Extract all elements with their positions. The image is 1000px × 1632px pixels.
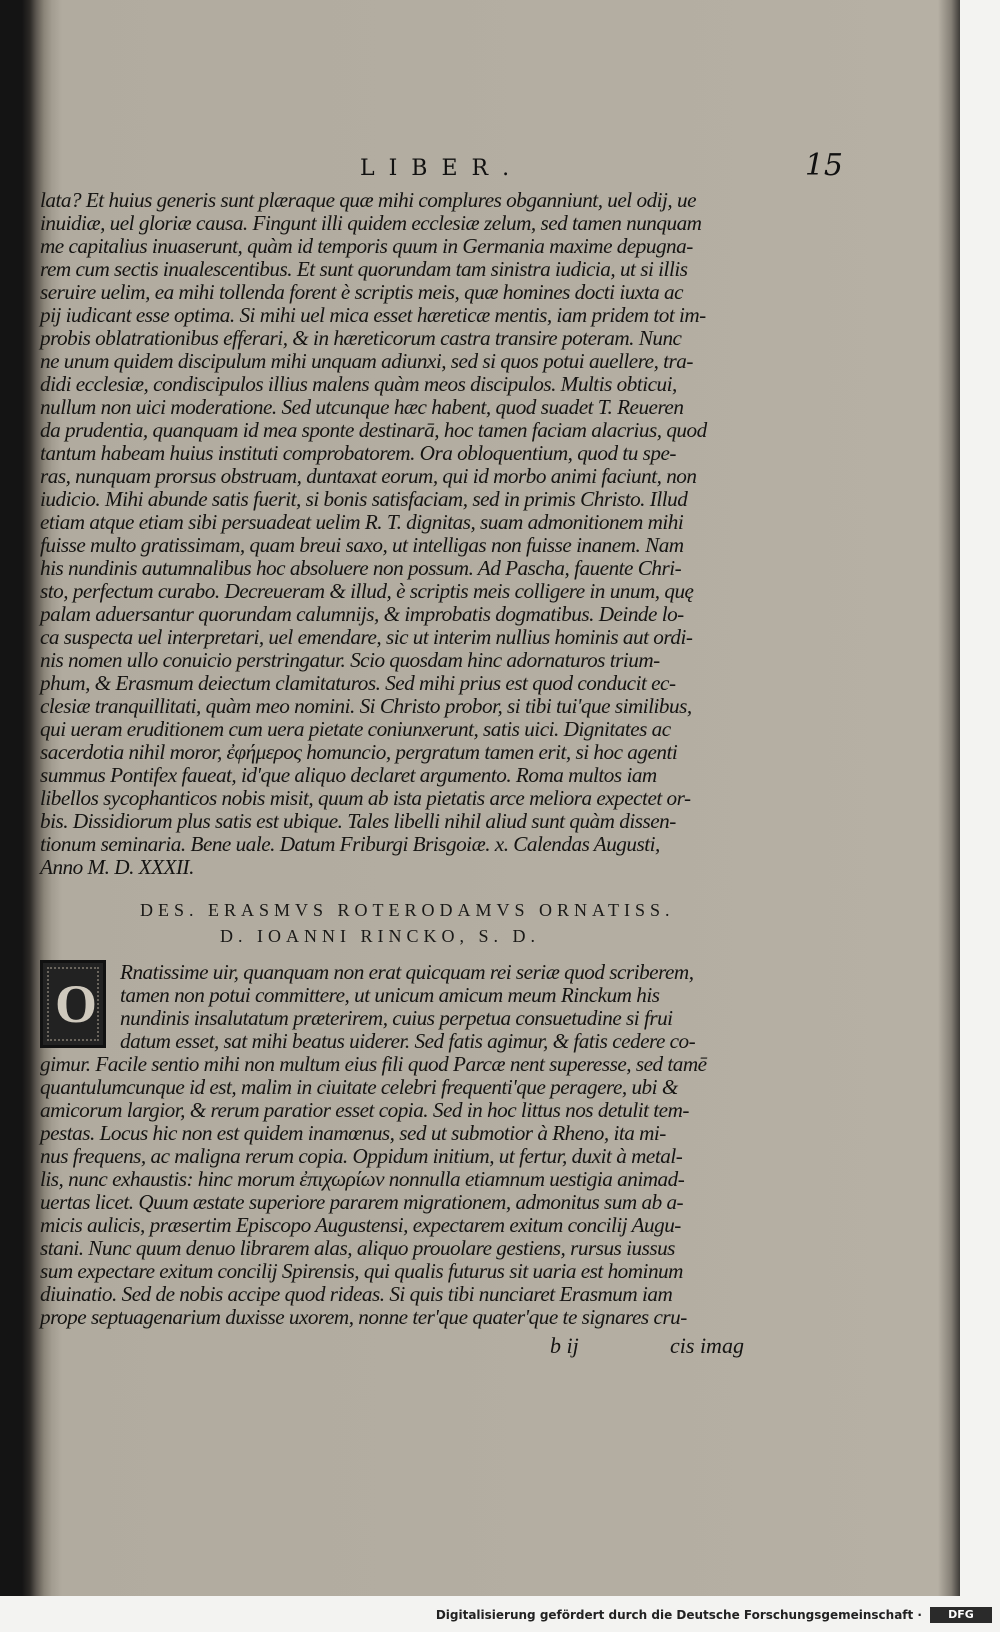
letter-heading: DES. ERASMVS ROTERODAMVS ORNATISS. xyxy=(140,900,675,920)
body-line: palam aduersantur quorundam calumnijs, & improbatis dogmatibus. Deinde lo- xyxy=(40,602,684,626)
page-number: 15 xyxy=(804,148,843,183)
body-line: ca suspecta uel interpretari, uel emendare, sic ut interim nullius hominis aut ordi- xyxy=(40,625,693,649)
body-line: inuidiæ, uel gloriæ causa. Fingunt illi quidem ecclesiæ zelum, sed tamen nunquam xyxy=(40,211,702,235)
body-line: iudicio. Mihi abunde satis fuerit, si bonis satisfaciam, sed in primis Christo. Illud xyxy=(40,487,688,511)
decorated-initial xyxy=(40,960,106,1048)
letter-line: lis, nunc exhaustis: hinc morum ἐπιχωρίων nonnulla etiamnum uestigia animad- xyxy=(40,1167,685,1191)
body-line: etiam atque etiam sibi persuadeat uelim R. T. dignitas, suam admonitionem mihi xyxy=(40,510,684,534)
digitization-footer xyxy=(0,1604,1000,1628)
body-line: tionum seminaria. Bene uale. Datum Friburgi Brisgoiæ. x. Calendas Augusti, xyxy=(40,832,660,856)
letter-line: quantulumcunque id est, malim in ciuitate celebri frequenti'que peragere, ubi & xyxy=(40,1075,678,1099)
letter-line: diuinatio. Sed de nobis accipe quod rideas. Si quis tibi nunciaret Erasmum iam xyxy=(40,1282,673,1306)
body-line: his nundinis autumnalibus hoc absoluere non possum. Ad Pascha, fauente Chri- xyxy=(40,556,682,580)
body-line: bis. Dissidiorum plus satis est ubique. Tales libelli nihil aliud sunt quàm dissen- xyxy=(40,809,676,833)
body-line: Anno M. D. XXXII. xyxy=(40,855,194,879)
body-line: ne unum quidem discipulum mihi unquam adiunxi, sed si quos potui auellere, tra- xyxy=(40,349,693,373)
body-line: probis oblatrationibus efferari, & in hæreticorum castra transire poteram. Nunc xyxy=(40,326,682,350)
initial-letter: O xyxy=(55,974,98,1034)
letter-line: Rnatissime uir, quanquam non erat quicquam rei seriæ quod scriberem, xyxy=(120,960,694,984)
body-line: tantum habeam huius instituti comprobatorem. Ora obloquentium, quod tu spe- xyxy=(40,441,676,465)
letter-line: gimur. Facile sentio mihi non multum eius fili quod Parcæ nent superesse, sed tamē xyxy=(40,1052,707,1076)
body-line: nis nomen ullo conuicio perstringatur. Scio quosdam hinc adornaturos trium- xyxy=(40,648,660,672)
body-line: sacerdotia nihil moror, ἐφήμερος homuncio, pergratum tamen erit, si hoc agenti xyxy=(40,740,678,764)
page-header xyxy=(60,148,843,184)
body-line: seruire uelim, ea mihi tollenda forent è scriptis meis, quæ homines docti iuxta ac xyxy=(40,280,683,304)
catchword: cis imag xyxy=(670,1333,744,1358)
letter-line: tamen non potui committere, ut unicum amicum meum Rinckum his xyxy=(120,983,660,1007)
body-line: ras, nunquam prorsus obstruam, duntaxat eorum, qui id morbo animi faciunt, non xyxy=(40,464,697,488)
running-title: LIBER. xyxy=(360,156,524,181)
body-line: didi ecclesiæ, condiscipulos illius malens quàm meos discipulos. Multis obticui, xyxy=(40,372,677,396)
body-line: lata? Et huius generis sunt plæraque quæ mihi complures obganniunt, uel odij, ue xyxy=(40,188,697,212)
letter-heading: D. IOANNI RINCKO, S. D. xyxy=(220,926,540,946)
body-line: libellos sycophanticos nobis misit, quum ab ista pietatis arce meliora expectet or- xyxy=(40,786,691,810)
body-line: sto, perfectum curabo. Decreueram & illud, è scriptis meis colligere in unum, quę xyxy=(40,579,694,603)
letter-line: nundinis insalutatum præterirem, cuius perpetua consuetudine si frui xyxy=(120,1006,673,1030)
body-line: clesiæ tranquillitati, quàm meo nomini. Si Christo probor, si tibi tui'que similibus, xyxy=(40,694,692,718)
dfg-logo: DFG xyxy=(930,1607,992,1623)
letter-line: amicorum largior, & rerum paratior esset copia. Sed in hoc littus nos detulit tem- xyxy=(40,1098,689,1122)
letter-line: datum esset, sat mihi beatus uiderer. Sed fatis agimur, & fatis cedere co- xyxy=(120,1029,696,1053)
letter-line: sum expectare exitum concilij Spirensis, qui qualis futurus sit uaria est hominum xyxy=(40,1259,683,1283)
body-line: nullum non uici moderatione. Sed utcunque hæc habent, quod suadet T. Reueren xyxy=(40,395,684,419)
body-line: qui ueram eruditionem cum uera pietate coniunxerunt, satis uici. Dignitates ac xyxy=(40,717,671,741)
funding-credit: Digitalisierung gefördert durch die Deutsche Forschungsgemeinschaft · xyxy=(435,1608,922,1622)
body-line: summus Pontifex faueat, id'que aliquo declaret argumento. Roma multos iam xyxy=(40,763,657,787)
letter-line: uertas licet. Quum æstate superiore pararem migrationem, admonitus sum ab a- xyxy=(40,1190,684,1214)
letter-line: nus frequens, ac maligna rerum copia. Oppidum initium, ut fertur, duxit à metal- xyxy=(40,1144,683,1168)
body-line: rem cum sectis inualescentibus. Et sunt quorundam tam sinistra iudicia, ut si illis xyxy=(40,257,688,281)
body-line: fuisse multo gratissimam, quam breui saxo, ut intelligas non fuisse inanem. Nam xyxy=(40,533,684,557)
letter-line: pestas. Locus hic non est quidem inamœnus, sed ut submotior à Rheno, ita mi- xyxy=(40,1121,666,1145)
body-line: pij iudicant esse optima. Si mihi uel mica esset hæreticæ mentis, iam pridem tot im- xyxy=(40,303,706,327)
body-line: me capitalius inuaserunt, quàm id temporis quum in Germania maxime depugna- xyxy=(40,234,693,258)
signature-mark: b ij xyxy=(550,1333,579,1358)
letter-line: stani. Nunc quum denuo librarem alas, aliquo prouolare gestiens, rursus iussus xyxy=(40,1236,675,1260)
letter-line: micis aulicis, præsertim Episcopo Augustensi, expectarem exitum concilij Augu- xyxy=(40,1213,681,1237)
letter-line: prope septuagenarium duxisse uxorem, nonne ter'que quater'que te signares cru- xyxy=(40,1305,687,1329)
body-line: da prudentia, quanquam id mea sponte destinarā, hoc tamen faciam alacrius, quod xyxy=(40,418,707,442)
body-line: phum, & Erasmum deiectum clamitaturos. Sed mihi prius est quod conducit ec- xyxy=(40,671,676,695)
